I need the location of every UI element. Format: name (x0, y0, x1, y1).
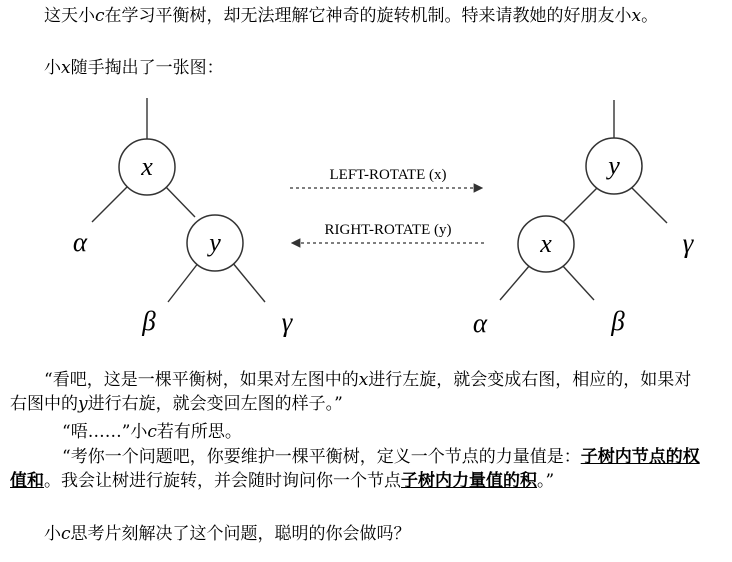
left-tree (73, 98, 294, 337)
intro-paragraph-2 (10, 56, 702, 80)
text-segment: 若有所思。 (156, 422, 242, 442)
variable-y: y (78, 394, 88, 414)
text-segment: 。 (641, 6, 659, 26)
variable-x: x (358, 370, 369, 390)
left-node-x-label: x (141, 152, 153, 181)
right-node-y-label: y (608, 151, 620, 180)
left-edge-x-y (164, 185, 195, 217)
emphasis-subtree-power-product: 子树内力量值的积 (401, 471, 537, 491)
story-paragraph-4 (10, 522, 702, 546)
left-gamma-label: γ (281, 307, 293, 337)
left-alpha-label: α (72, 227, 88, 257)
left-edge-y-gamma (232, 262, 265, 302)
variable-x: x (61, 58, 71, 78)
text-segment: 小 (44, 58, 61, 78)
story-paragraph-3 (10, 445, 702, 493)
text-segment: 进行右旋，就会变回左图的样子。” (87, 394, 343, 414)
right-beta-label: β (611, 306, 625, 336)
story-paragraph-2 (10, 420, 702, 444)
left-rotate-label: LEFT-ROTATE (x) (329, 167, 447, 183)
text-segment: 。我会让树进行旋转，并会随时询问你一个节点 (44, 471, 401, 491)
text-segment: “唔……”小 (62, 422, 148, 442)
text-segment: 。” (537, 471, 555, 491)
text-segment: 这天小 (44, 6, 95, 26)
right-edge-x-alpha (500, 265, 530, 300)
right-tree (473, 100, 695, 338)
variable-c: c (95, 6, 105, 26)
story-paragraph-1 (10, 368, 702, 416)
text-segment: 在学习平衡树，却无法理解它神奇的旋转机制。特来请教她的好朋友小 (104, 6, 632, 26)
right-alpha-label: α (472, 308, 488, 338)
variable-x: x (631, 6, 642, 26)
right-edge-x-beta (562, 265, 594, 300)
emphasis-subtree-weight-sum: 子树内节点的权值和 (10, 447, 700, 491)
right-rotate-label: RIGHT-ROTATE (y) (324, 222, 452, 238)
left-node-y-label: y (209, 228, 221, 257)
text-segment: 进行左旋，就会变成右图，相应的，如果对右图中的 (10, 370, 692, 414)
intro-paragraph-1 (10, 4, 702, 28)
right-edge-y-gamma (632, 188, 667, 223)
text-segment: 随手掏出了一张图： (70, 58, 224, 78)
left-edge-x-alpha (92, 186, 128, 222)
right-node-x-label: x (540, 229, 552, 258)
text-segment: 思考片刻解决了这个问题，聪明的你会做吗？ (70, 524, 411, 544)
rotation-arrows (290, 167, 484, 243)
text-segment: 小 (44, 524, 61, 544)
variable-c: c (147, 422, 157, 442)
variable-c: c (61, 524, 71, 544)
right-edge-y-x (563, 188, 597, 222)
text-segment: “看吧，这是一棵平衡树，如果对左图中的 (44, 370, 359, 390)
left-edge-y-beta (168, 262, 199, 302)
left-beta-label: β (142, 306, 156, 336)
right-gamma-label: γ (682, 228, 694, 258)
rotation-diagram (0, 80, 732, 360)
text-segment: “考你一个问题吧，你要维护一棵平衡树，定义一个节点的力量值是： (62, 447, 581, 467)
